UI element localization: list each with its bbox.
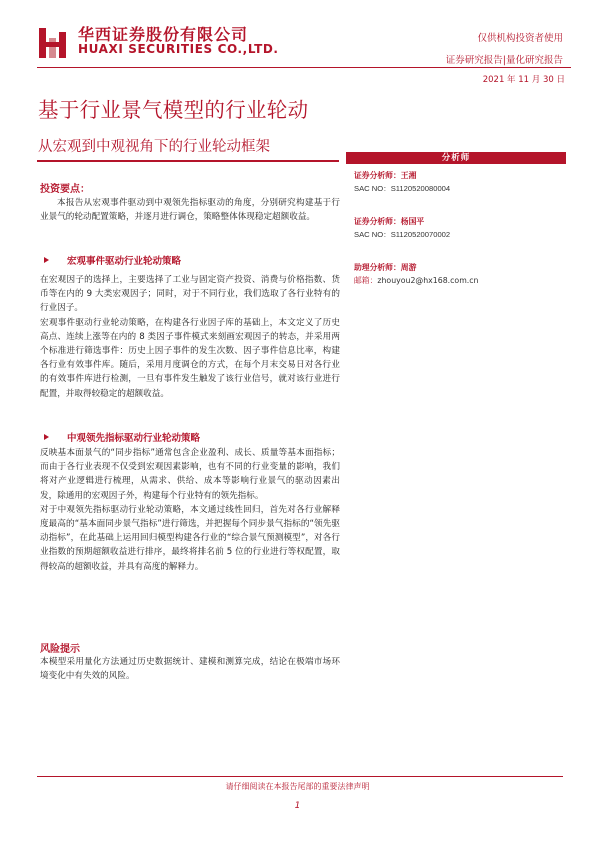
report-title: 基于行业景气模型的行业轮动	[38, 98, 309, 122]
company-name-cn: 华西证券股份有限公司	[78, 25, 249, 44]
section1-heading	[44, 253, 181, 267]
intro-paragraph: 本报告从宏观事件驱动到中观领先指标驱动的角度，分别研究构建基于行业景气的轮动配置策略，并逐月进行调仓，策略整体体现稳定超额收益。	[40, 198, 340, 223]
report-type: 证券研究报告|量化研究报告	[445, 55, 563, 66]
page-number: 1	[294, 801, 301, 811]
analyst-sac: SAC NO：S1120520080004	[354, 184, 451, 193]
section2-body	[40, 446, 340, 574]
company-logo	[37, 24, 73, 60]
section2-title: 中观领先指标驱动行业轮动策略	[67, 433, 201, 444]
risk-heading: 风险提示	[40, 644, 80, 655]
analyst-name: 证券分析师：杨国平	[354, 217, 425, 226]
risk-paragraph: 本模型采用量化方法通过历史数据统计、建模和测算完成，结论在极端市场环境变化中有失效的风险。	[40, 657, 340, 682]
section1-paragraph: 在宏观因子的选择上，主要选择了工业与固定资产投资、消费与价格指数、货币等在内的 9 大类宏观因子；同时，对于不同行业，我们选取了各行业特有的行业因子。	[40, 275, 340, 314]
risk-body	[40, 655, 340, 683]
legal-notice: 请仔细阅读在本报告尾部的重要法律声明	[225, 782, 370, 791]
audience-note: 仅供机构投资者使用	[477, 33, 563, 44]
section2-paragraph: 反映基本面景气的“同步指标”通常包含企业盈利、成长、质量等基本面指标；而由于各行业表现不仅受到宏观因素影响，也有不同的行业变量的影响，我们将对产业逻辑进行梳理，从需求、供给、成本等影响行业景气的驱动因素出发，除通用的宏观因子外，构建每个行业特有的领先指标。	[40, 448, 340, 501]
section2-paragraph: 对于中观领先指标驱动行业轮动策略，本文通过线性回归，首先对各行业解释度最高的“基本面同步景气指标”进行筛选，并把握每个同步景气指标的“领先驱动指标”，在此基础上运用回归模型构建各行业的“综合景气预测模型”，对各行业指数的预期超额收益进行排序，最终将排名前 5 位的行业进行等权配置，取得较高的超额收益，并具有高度的解释力。	[40, 504, 340, 572]
triangle-bullet-icon	[44, 434, 49, 440]
section2-heading	[44, 430, 200, 444]
analyst-name: 证券分析师：王湘	[354, 171, 417, 180]
summary-intro	[40, 196, 340, 224]
assistant-email	[354, 275, 479, 286]
report-date: 2021 年 11 月 30 日	[482, 75, 565, 85]
analyst-sac: SAC NO：S1120520070002	[354, 230, 451, 239]
analyst-section-bar: 分析师	[346, 152, 566, 164]
assistant-analyst-name: 助理分析师：周游	[354, 263, 417, 272]
section1-body	[40, 273, 340, 401]
section1-title: 宏观事件驱动行业轮动策略	[67, 256, 182, 267]
subtitle-divider	[37, 160, 339, 162]
company-name-en: HUAXI SECURITIES CO.,LTD.	[78, 42, 279, 56]
summary-heading: 投资要点：	[40, 184, 90, 195]
header-divider	[37, 67, 571, 68]
report-subtitle: 从宏观到中观视角下的行业轮动框架	[38, 139, 270, 155]
email-address[interactable]: zhouyou2@hx168.com.cn	[377, 276, 479, 285]
section1-paragraph: 宏观事件驱动行业轮动策略，在构建各行业因子库的基础上，本文定义了历史高点、连续上涨等在内的 8 类因子事件模式来刻画宏观因子的转态，并采用两个标准进行筛选事件：历史上因子事件的发生次数、因子事件信息比率，构建各行业有效事件库。随后，采用月度调仓的方式，在每个月末交易日对各行业的有效事件库进行检测，一旦有事件发生触发了该行业信号，就对该行业进行配置，并取得较稳定的超额收益。	[40, 317, 340, 399]
email-label: 邮箱：	[354, 276, 378, 285]
footer-divider	[37, 776, 563, 777]
triangle-bullet-icon	[44, 257, 49, 263]
